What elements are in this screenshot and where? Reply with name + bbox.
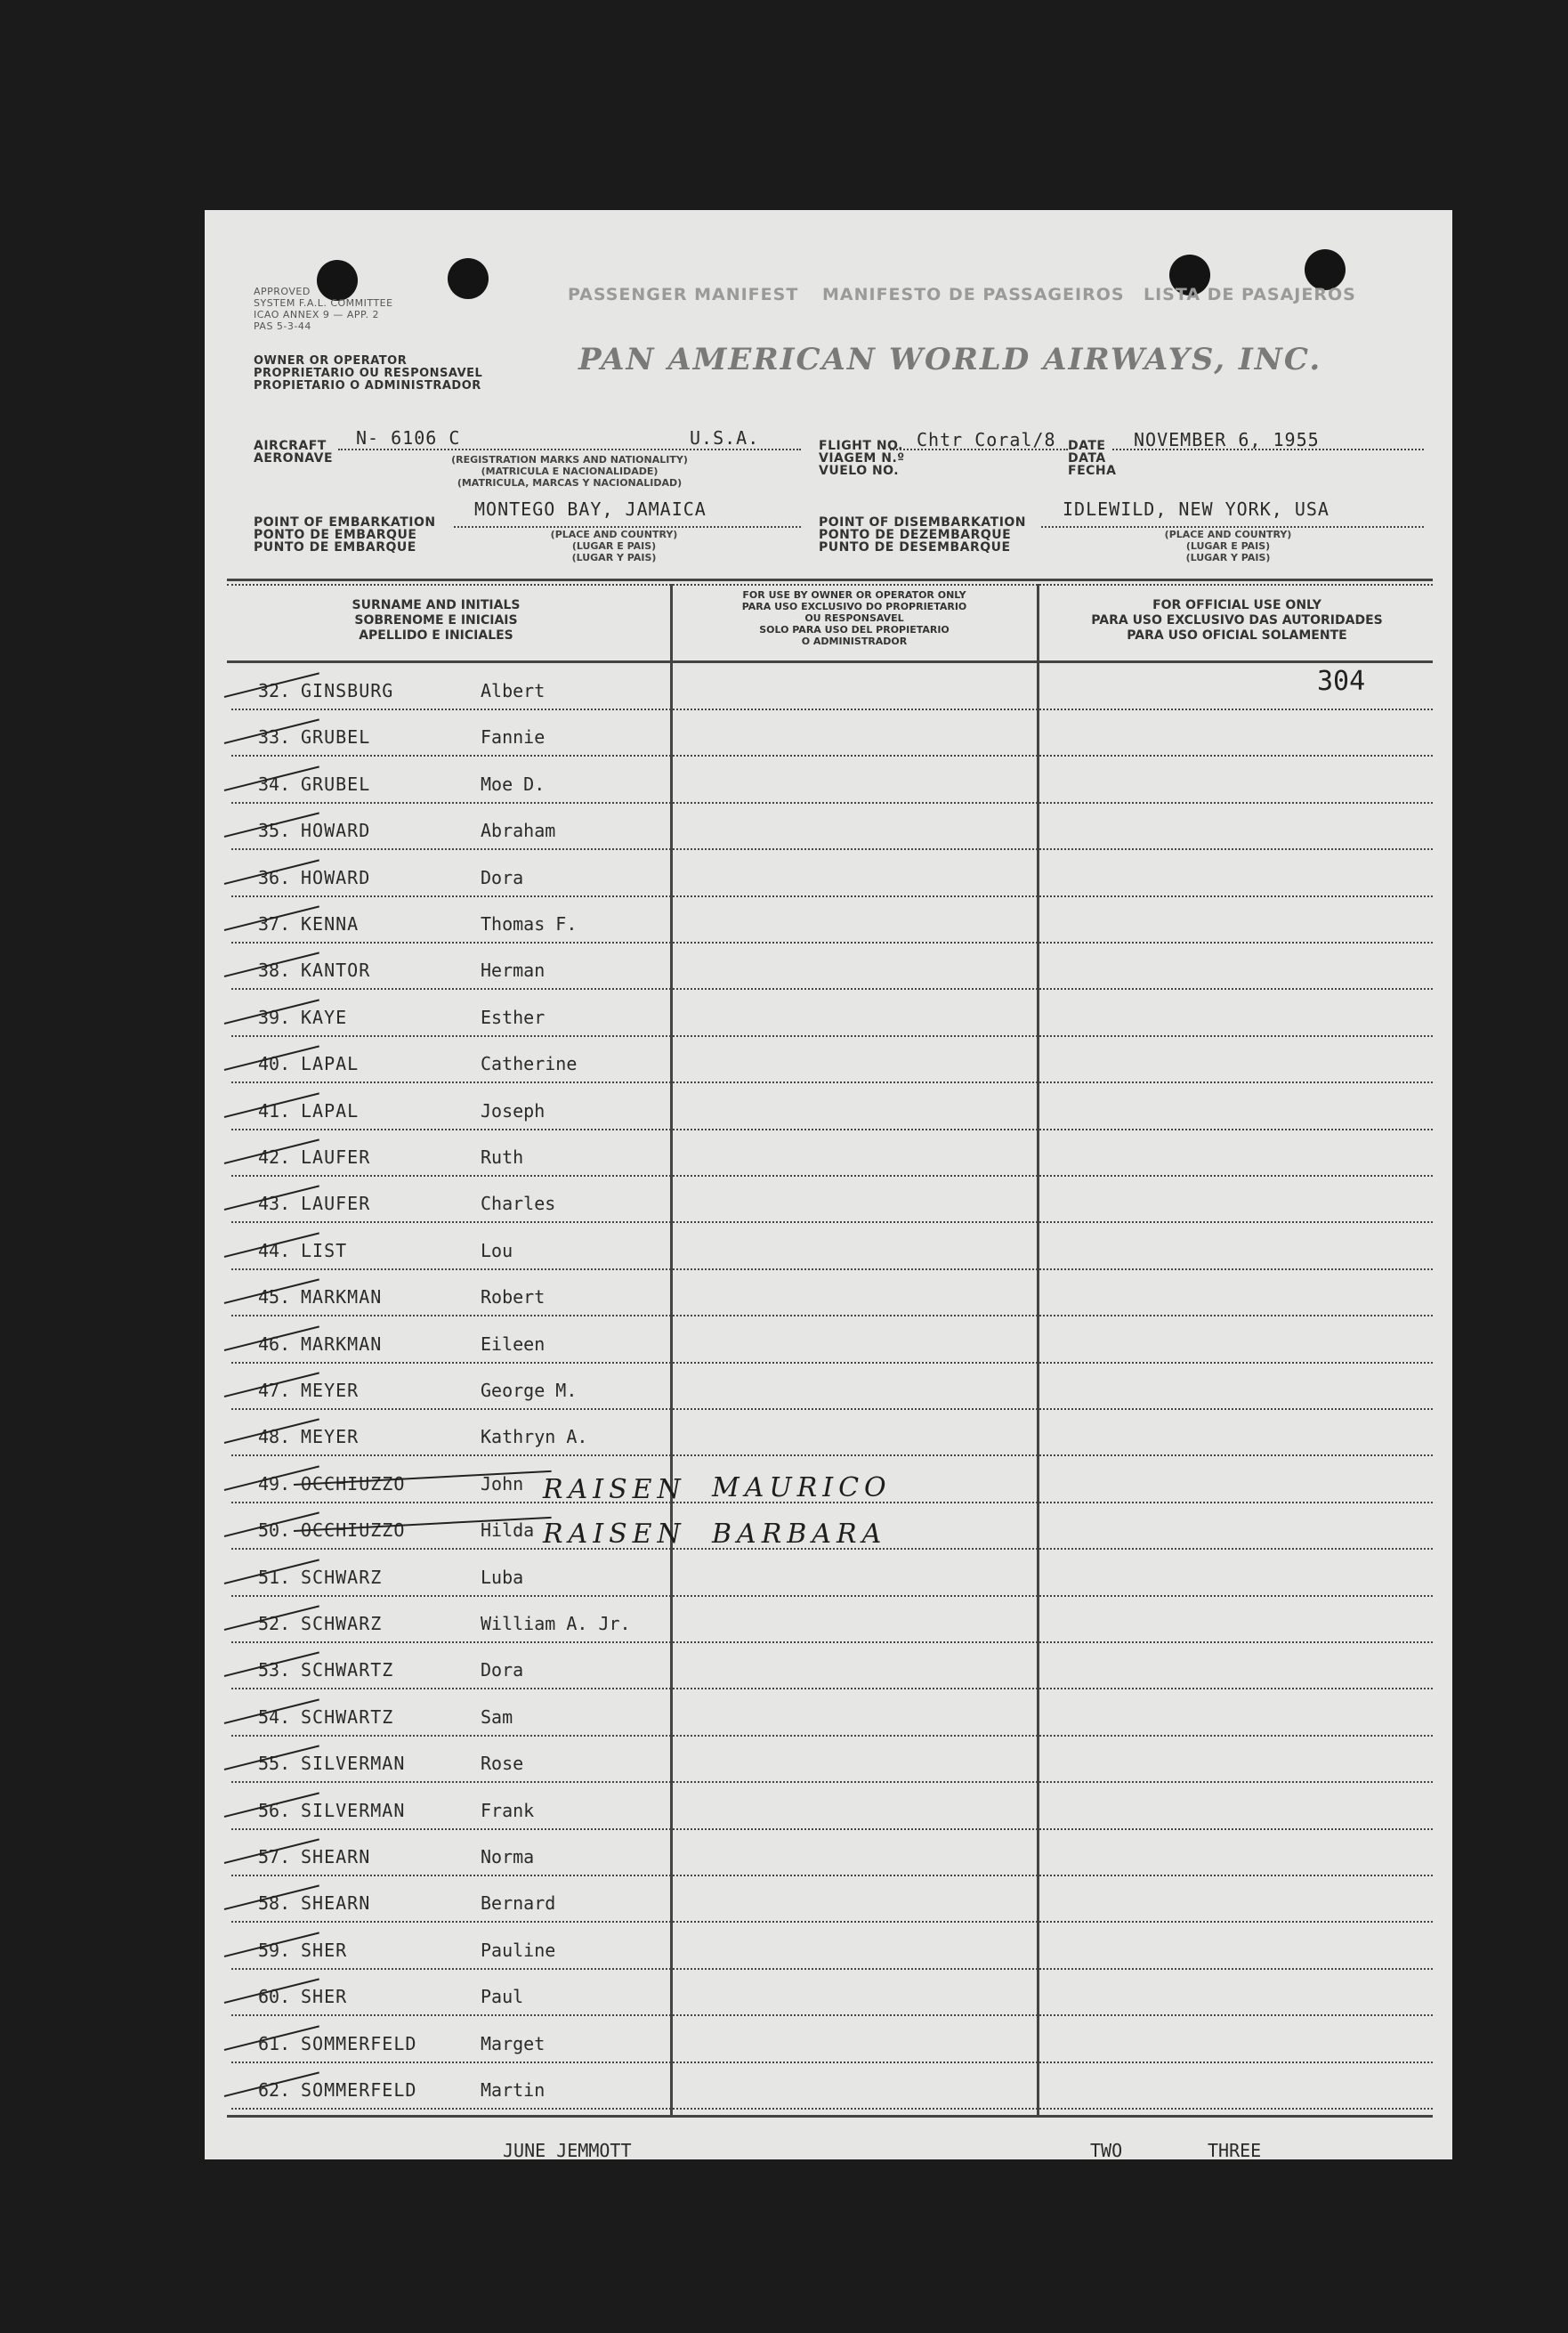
disembark-label: PONTO DE DEZEMBARQUE: [819, 528, 1012, 542]
punch-hole: [448, 258, 489, 299]
table-row: [231, 1830, 1433, 1876]
passenger-number: 55.: [258, 1753, 291, 1775]
passenger-given-name: Frank: [481, 1799, 535, 1821]
header-bottom-rule: [227, 660, 1433, 663]
passenger-given-name: Esther: [481, 1006, 546, 1028]
passenger-surname: SCHWARZ: [301, 1613, 383, 1634]
passenger-given-name: Paul: [481, 1986, 524, 2008]
table-row: [231, 1643, 1433, 1689]
aircraft-nationality: U.S.A.: [690, 427, 760, 449]
passenger-surname: SCHWARTZ: [301, 1705, 394, 1728]
passenger-number: 61.: [258, 2032, 291, 2054]
col-head-line: FOR OFFICIAL USE ONLY: [1152, 598, 1321, 612]
table-row: [231, 1317, 1433, 1364]
correction-surname-50: RAISEN: [543, 1519, 686, 1550]
title-english: PASSENGER MANIFEST: [568, 285, 799, 304]
passenger-number: 45.: [258, 1286, 291, 1308]
place-note: (LUGAR E PAIS): [1185, 540, 1271, 552]
passenger-surname: LAPAL: [301, 1053, 360, 1075]
passenger-given-name: Charles: [481, 1193, 556, 1215]
passenger-given-name: Thomas F.: [481, 913, 578, 935]
table-row: [231, 851, 1433, 897]
col-head-line: PARA USO EXCLUSIVO DAS AUTORIDADES: [1091, 613, 1383, 628]
passenger-surname: KENNA: [301, 913, 360, 935]
passenger-number: 42.: [258, 1146, 291, 1168]
page-total: THREE: [1208, 2140, 1262, 2161]
row-rule: [231, 2108, 1433, 2110]
field-rule: [1041, 526, 1424, 528]
passenger-number: 52.: [258, 1613, 291, 1634]
date-label: DATA: [1068, 451, 1106, 466]
passenger-given-name: Dora: [481, 1659, 524, 1681]
passenger-given-name: Pauline: [481, 1939, 556, 1961]
passenger-surname: SHEARN: [301, 1846, 371, 1867]
place-note: (LUGAR Y PAIS): [571, 552, 657, 563]
passenger-surname: SHER: [301, 1939, 348, 1961]
passenger-given-name: Herman: [481, 960, 546, 982]
embark-label: POINT OF EMBARKATION: [254, 515, 436, 530]
col-head-operator: [685, 589, 1023, 647]
passenger-surname: LAUFER: [301, 1146, 371, 1168]
passenger-given-name: Kathryn A.: [481, 1426, 588, 1448]
passenger-surname: KANTOR: [301, 960, 371, 982]
table-row: [231, 710, 1433, 757]
table-bottom-rule: [227, 2115, 1433, 2118]
owner-label: PROPRIETARIO OU RESPONSAVEL: [254, 367, 483, 380]
table-row: [231, 2063, 1433, 2110]
passenger-number: 37.: [258, 913, 291, 935]
table-row: [231, 897, 1433, 944]
place-note: (PLACE AND COUNTRY): [1164, 529, 1292, 540]
passenger-given-name: Albert: [481, 680, 546, 701]
passenger-number: 34.: [258, 773, 291, 795]
field-rule: [338, 449, 801, 450]
table-row: [231, 1970, 1433, 2016]
passenger-number: 54.: [258, 1705, 291, 1728]
passenger-given-name: Lou: [481, 1239, 513, 1261]
owner-label: OWNER OR OPERATOR: [254, 354, 408, 368]
registration-note: (MATRICULA E NACIONALIDADE): [481, 466, 659, 477]
aircraft-label: AERONAVE: [254, 451, 334, 466]
table-row: [231, 1224, 1433, 1270]
table-row: [231, 1876, 1433, 1923]
disembarkation-point: IDLEWILD, NEW YORK, USA: [1063, 498, 1330, 520]
passenger-given-name: Bernard: [481, 1892, 556, 1915]
embark-label: PONTO DE EMBARQUE: [254, 528, 417, 542]
passenger-number: 33.: [258, 726, 291, 749]
disembark-label: POINT OF DISEMBARKATION: [819, 515, 1027, 530]
aircraft-label: AIRCRAFT: [254, 439, 327, 453]
passenger-number: 51.: [258, 1566, 291, 1588]
punch-hole: [317, 260, 358, 301]
passenger-given-name: Moe D.: [481, 773, 546, 795]
passenger-number: 48.: [258, 1426, 291, 1448]
registration-note: (REGISTRATION MARKS AND NATIONALITY): [451, 454, 688, 466]
operator-name: PAN AMERICAN WORLD AIRWAYS, INC.: [578, 342, 1322, 377]
passenger-surname: HOWARD: [301, 820, 371, 842]
passenger-number: 56.: [258, 1799, 291, 1821]
table-row: [231, 804, 1433, 850]
title-spanish: LISTA DE PASAJEROS: [1144, 285, 1356, 304]
flight-label: VIAGEM N.º: [819, 451, 905, 466]
passenger-surname: SOMMERFELD: [301, 2079, 417, 2101]
correction-given-49: MAURICO: [712, 1472, 892, 1503]
passenger-number: 38.: [258, 960, 291, 982]
table-row: [231, 2017, 1433, 2063]
passenger-given-name: John: [481, 1472, 524, 1495]
passenger-number: 40.: [258, 1053, 291, 1075]
flight-label: VUELO NO.: [819, 464, 900, 478]
passenger-surname: SHEARN: [301, 1892, 371, 1915]
place-note: (PLACE AND COUNTRY): [550, 529, 678, 540]
col-head-line: PARA USO OFICIAL SOLAMENTE: [1127, 628, 1347, 643]
approval-line: APPROVED: [254, 286, 311, 297]
owner-label: PROPIETARIO O ADMINISTRADOR: [254, 379, 481, 393]
col-head-line: O ADMINISTRADOR: [801, 636, 908, 647]
passenger-surname: LIST: [301, 1239, 348, 1261]
registration-note: (MATRICULA, MARCAS Y NACIONALIDAD): [457, 477, 683, 489]
table-row: [231, 757, 1433, 804]
passenger-number: 39.: [258, 1006, 291, 1028]
passenger-given-name: Luba: [481, 1566, 524, 1588]
page-number: TWO: [1090, 2140, 1123, 2161]
table-row: [231, 1551, 1433, 1597]
table-row: [231, 1364, 1433, 1410]
title-portuguese: MANIFESTO DE PASSAGEIROS: [822, 285, 1125, 304]
passenger-number: 44.: [258, 1239, 291, 1261]
approval-line: ICAO ANNEX 9 — APP. 2: [254, 309, 379, 320]
passenger-surname: SCHWARZ: [301, 1566, 383, 1588]
passenger-surname: GRUBEL: [301, 726, 371, 749]
approval-line: SYSTEM F.A.L. COMMITTEE: [254, 297, 393, 309]
passenger-surname: MEYER: [301, 1426, 360, 1448]
col-head-line: APELLIDO E INICIALES: [359, 628, 513, 643]
passenger-given-name: Eileen: [481, 1333, 546, 1355]
table-row: [231, 1037, 1433, 1083]
table-top-rule: [227, 584, 1433, 586]
passenger-surname: GINSBURG: [301, 680, 394, 701]
field-rule: [454, 526, 801, 528]
passenger-surname: SCHWARTZ: [301, 1659, 394, 1681]
table-row: [231, 944, 1433, 990]
table-row: [231, 991, 1433, 1037]
passenger-number: 62.: [258, 2079, 291, 2101]
place-note: (LUGAR Y PAIS): [1185, 552, 1271, 563]
table-row: [231, 1737, 1433, 1783]
passenger-surname: GRUBEL: [301, 773, 371, 795]
passenger-number: 60.: [258, 1986, 291, 2008]
passenger-surname: SILVERMAN: [301, 1753, 406, 1775]
table-row: [231, 1410, 1433, 1456]
passenger-surname: SOMMERFELD: [301, 2032, 417, 2054]
disembark-label: PUNTO DE DESEMBARQUE: [819, 540, 1011, 555]
passenger-surname: OCCHIUZZO: [301, 1519, 406, 1542]
passenger-given-name: William A. Jr.: [481, 1613, 631, 1634]
table-row: [231, 1130, 1433, 1177]
passenger-number: 53.: [258, 1659, 291, 1681]
passenger-surname: HOWARD: [301, 866, 371, 888]
col-head-surname: [276, 598, 596, 644]
passenger-number: 59.: [258, 1939, 291, 1961]
passenger-surname: MARKMAN: [301, 1333, 383, 1355]
passenger-number: 32.: [258, 680, 291, 701]
col-head-line: SOLO PARA USO DEL PROPIETARIO: [759, 624, 950, 636]
embarkation-point: MONTEGO BAY, JAMAICA: [474, 498, 707, 520]
passenger-given-name: Fannie: [481, 726, 546, 749]
aircraft-number: N- 6106 C: [356, 427, 461, 449]
table-row: [231, 1270, 1433, 1316]
col-head-line: PARA USO EXCLUSIVO DO PROPRIETARIO: [741, 601, 967, 612]
table-row: [231, 1784, 1433, 1830]
prepared-by: JUNE JEMMOTT: [503, 2140, 632, 2161]
passenger-number: 36.: [258, 866, 291, 888]
table-row: [231, 1084, 1433, 1130]
passenger-number: 47.: [258, 1380, 291, 1401]
passenger-given-name: Robert: [481, 1286, 546, 1308]
passenger-given-name: Abraham: [481, 820, 556, 842]
passenger-given-name: Norma: [481, 1846, 535, 1867]
approval-line: PAS 5-3-44: [254, 320, 311, 332]
correction-given-50: BARBARA: [712, 1519, 887, 1550]
passenger-surname: OCCHIUZZO: [301, 1472, 406, 1495]
passenger-surname: SILVERMAN: [301, 1799, 406, 1821]
col-head-official: [1050, 598, 1424, 644]
table-row: [231, 1597, 1433, 1643]
flight-date: NOVEMBER 6, 1955: [1134, 429, 1320, 450]
passenger-given-name: Hilda: [481, 1519, 535, 1542]
passenger-surname: LAPAL: [301, 1099, 360, 1122]
passenger-number: 49.: [258, 1472, 291, 1495]
passenger-given-name: George M.: [481, 1380, 578, 1401]
table-row: [231, 1690, 1433, 1737]
passenger-given-name: Dora: [481, 866, 524, 888]
passenger-number: 46.: [258, 1333, 291, 1355]
flight-label: FLIGHT NO.: [819, 439, 903, 453]
passenger-given-name: Joseph: [481, 1099, 546, 1122]
passenger-number: 43.: [258, 1193, 291, 1215]
table-row: [231, 1924, 1433, 1970]
passenger-surname: MARKMAN: [301, 1286, 383, 1308]
passenger-number: 58.: [258, 1892, 291, 1915]
table-row: [231, 1177, 1433, 1223]
date-label: FECHA: [1068, 464, 1117, 478]
passenger-surname: SHER: [301, 1986, 348, 2008]
passenger-given-name: Sam: [481, 1705, 513, 1728]
flight-number: Chtr Coral/8: [917, 429, 1056, 450]
col-head-line: SOBRENOME E INICIAIS: [354, 613, 518, 628]
field-rule: [1112, 449, 1424, 450]
date-label: DATE: [1068, 439, 1106, 453]
passenger-number: 41.: [258, 1099, 291, 1122]
col-head-line: FOR USE BY OWNER OR OPERATOR ONLY: [742, 589, 966, 601]
passenger-given-name: Ruth: [481, 1146, 524, 1168]
field-rule: [890, 449, 1068, 450]
correction-surname-49: RAISEN: [543, 1474, 686, 1505]
official-mark: 304: [1317, 666, 1366, 697]
place-note: (LUGAR E PAIS): [571, 540, 657, 552]
passenger-number: 57.: [258, 1846, 291, 1867]
embark-label: PUNTO DE EMBARQUE: [254, 540, 416, 555]
table-row: [231, 664, 1433, 710]
passenger-given-name: Marget: [481, 2032, 546, 2054]
table-top-rule: [227, 579, 1433, 581]
passenger-surname: KAYE: [301, 1006, 348, 1028]
passenger-surname: LAUFER: [301, 1193, 371, 1215]
passenger-surname: MEYER: [301, 1380, 360, 1401]
passenger-given-name: Catherine: [481, 1053, 578, 1075]
passenger-given-name: Rose: [481, 1753, 524, 1775]
manifest-page: [205, 210, 1452, 2159]
col-head-line: SURNAME AND INITIALS: [352, 598, 521, 612]
passenger-number: 50.: [258, 1519, 291, 1542]
passenger-given-name: Martin: [481, 2079, 546, 2101]
col-head-line: OU RESPONSAVEL: [804, 612, 904, 624]
passenger-number: 35.: [258, 820, 291, 842]
